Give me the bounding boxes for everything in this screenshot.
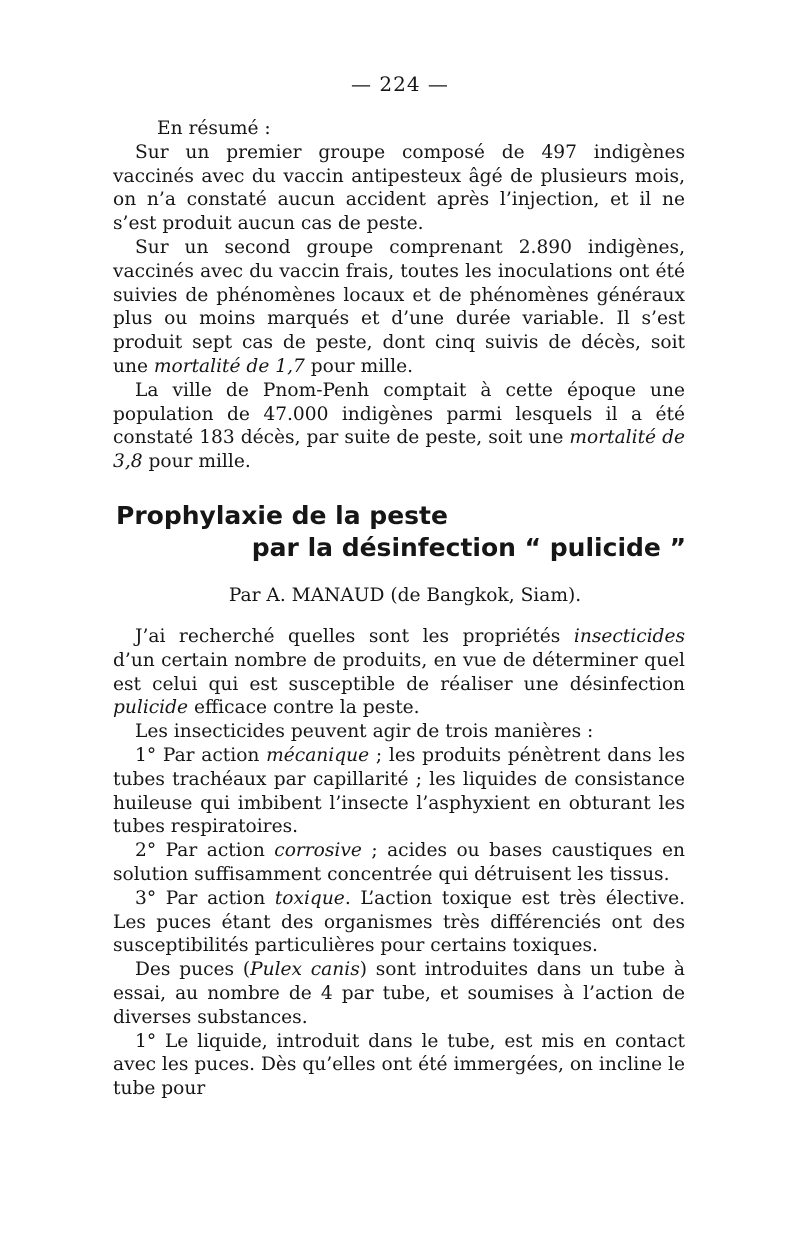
summary-paragraph-2 (113, 236, 685, 379)
mortality-rate-2: mortalité de 3,8 (113, 427, 685, 473)
article-paragraph-5 (113, 887, 685, 958)
article-paragraph-4-text-a: 2° Par action (135, 840, 275, 862)
term-corrosive: corrosive (274, 840, 362, 862)
article-title-line-1: Prophylaxie de la peste (116, 501, 448, 530)
article-paragraph-3-text-b: ; les produits pénètrent dans les tubes trachéaux par capillarité ; les liquides de consistance huileuse qui imbibent l’insecte l’asphyxient en obturant les tubes respiratoires. (113, 744, 685, 838)
term-insecticides: insecticides (573, 626, 685, 647)
article-paragraph-6 (113, 958, 685, 1029)
summary-section (113, 117, 685, 474)
mortality-rate-1: mortalité de 1,7 (153, 355, 305, 377)
summary-heading: En résumé : (157, 118, 271, 139)
article-byline: Par A. MANAUD (de Bangkok, Siam). (228, 585, 582, 606)
article-paragraph-3-text-a: 1° Par action (135, 744, 267, 766)
article-paragraph-2: Les insecticides peuvent agir de trois manières : (135, 721, 594, 743)
article-paragraph-4-text-b: ; acides ou bases caustiques en solution suffisamment concentrée qui détruisent les tissus. (113, 840, 685, 885)
summary-paragraph-2-text-a: Sur un second groupe comprenant 2.890 indigènes, vaccinés avec du vaccin frais, toutes les inoculations ont été suivies de phénomènes locaux et de phénomènes généraux plus ou moins marqués et d’une durée variable. Il s’est produit sept cas de peste, dont cinq suivis de décès, soit une (113, 236, 685, 377)
article-paragraph-5-text-a: 3° Par action (135, 887, 275, 909)
article-paragraph-1 (113, 625, 685, 720)
article-paragraph-3 (113, 744, 685, 839)
article-paragraph-1-text-a: J’ai recherché quelles sont les propriétés (135, 626, 574, 647)
article-paragraph-6-text-b: ) sont introduites dans un tube à essai, au nombre de 4 par tube, et soumises à l’action de diverses substances. (113, 959, 685, 1028)
article-body (113, 625, 685, 1101)
term-pulex-canis: Pulex canis (250, 959, 360, 981)
summary-paragraph-3-text-a: La ville de Pnom-Penh comptait à cette époque une population de 47.000 indigènes parmi lesquels il a été constaté 183 décès, par suite de peste, soit une (113, 379, 685, 449)
article-paragraph-1-text-c: efficace contre la peste. (188, 697, 420, 719)
article-paragraph-6-text-a: Des puces ( (135, 959, 251, 981)
article-title-line-2: par la désinfection “ pulicide ” (251, 533, 686, 562)
article-paragraph-1-text-b: d’un certain nombre de produits, en vue de déterminer quel est celui qui est susceptible de réaliser une désinfection (113, 649, 685, 695)
page-number: — 224 — (351, 72, 449, 96)
summary-paragraph-3 (113, 379, 685, 474)
article-paragraph-4 (113, 839, 685, 887)
summary-paragraph-1: Sur un premier groupe composé de 497 indigènes vaccinés avec du vaccin antipesteux âgé de plusieurs mois, on n’a constaté aucun accident après l’injection, et il ne s’est produit aucun cas de peste. (113, 141, 685, 235)
summary-paragraph-3-text-b: pour mille. (142, 451, 251, 473)
term-toxique: toxique (274, 887, 345, 909)
term-mecanique: mécanique (266, 744, 370, 766)
term-pulicide: pulicide (113, 697, 189, 719)
article-paragraph-5-text-b: . L’action toxique est très élective. Les puces étant des organismes très différenciés ont des susceptibilités particulières pour certains toxiques. (113, 887, 685, 957)
article-paragraph-7: 1° Le liquide, introduit dans le tube, est mis en contact avec les puces. Dès qu’elles ont été immergées, on incline le tube pour (113, 1030, 685, 1100)
summary-paragraph-2-text-b: pour mille. (304, 355, 413, 377)
